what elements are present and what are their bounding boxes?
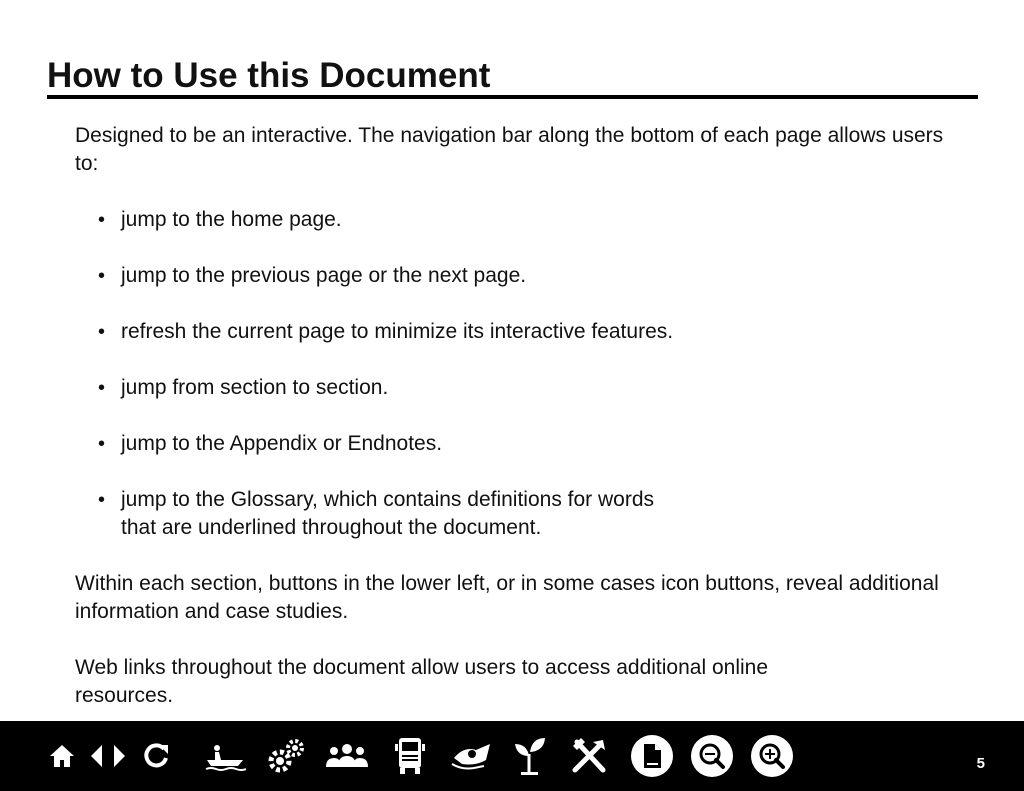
list-item-text: refresh the current page to minimize its interactive features.: [121, 320, 674, 343]
section-button-tools[interactable]: [568, 734, 610, 778]
feature-list: [75, 206, 955, 542]
section-button-agriculture[interactable]: [512, 734, 548, 778]
money-icon: [450, 740, 494, 772]
section-button-economics[interactable]: [450, 734, 494, 778]
list-item-text: jump to the home page.: [121, 208, 342, 231]
document-icon: [630, 734, 674, 778]
list-item-text: jump to the Appendix or Endnotes.: [121, 432, 443, 455]
refresh-button[interactable]: [142, 734, 172, 778]
zoom-out-button[interactable]: [690, 734, 734, 778]
next-page-icon: [113, 742, 127, 770]
section-button-industry[interactable]: [266, 734, 306, 778]
zoom-out-icon: [690, 734, 734, 778]
list-item: [75, 206, 955, 234]
section-button-transportation[interactable]: [392, 734, 428, 778]
bullet-marker: •: [98, 209, 106, 231]
list-item: [75, 486, 661, 542]
list-item: [75, 318, 955, 346]
page-title: How to Use this Document: [47, 56, 491, 95]
appendix-button[interactable]: [630, 734, 674, 778]
bullet-marker: •: [98, 265, 106, 287]
truck-icon: [392, 736, 428, 776]
section-button-community[interactable]: [324, 734, 370, 778]
list-item-text: jump from section to section.: [121, 376, 389, 399]
list-item: [75, 262, 955, 290]
section-button-boating[interactable]: [204, 734, 246, 778]
page-number: 5: [976, 755, 985, 772]
people-group-icon: [324, 741, 370, 771]
web-links-paragraph: Web links throughout the document allow users to access additional online resources.: [75, 656, 769, 707]
bullet-marker: •: [98, 321, 106, 343]
list-item: [75, 430, 955, 458]
bullet-marker: •: [98, 377, 106, 399]
list-item-text: jump to the previous page or the next page.: [121, 264, 527, 287]
previous-page-icon: [89, 742, 103, 770]
previous-page-button[interactable]: [88, 734, 104, 778]
home-button[interactable]: [48, 734, 76, 778]
bullet-marker: •: [98, 433, 106, 455]
gears-icon: [266, 736, 306, 776]
title-underline: [47, 95, 978, 99]
next-page-button[interactable]: [112, 734, 128, 778]
tools-icon: [569, 736, 609, 776]
section-buttons-paragraph: Within each section, buttons in the lower left, or in some cases icon buttons, reveal additional information and case studies.: [75, 572, 939, 623]
intro-paragraph: Designed to be an interactive. The navigation bar along the bottom of each page allows users to:: [75, 124, 944, 175]
content-body: [75, 122, 955, 710]
home-icon: [48, 742, 76, 770]
boat-icon: [204, 741, 246, 771]
bullet-marker: •: [98, 489, 106, 511]
refresh-icon: [142, 741, 172, 771]
zoom-in-button[interactable]: [750, 734, 794, 778]
seedling-icon: [512, 736, 548, 776]
list-item-text: jump to the Glossary, which contains definitions for words that are underlined throughout the document.: [121, 488, 655, 539]
zoom-in-icon: [750, 734, 794, 778]
navigation-bar: [0, 721, 1024, 791]
list-item: [75, 374, 955, 402]
